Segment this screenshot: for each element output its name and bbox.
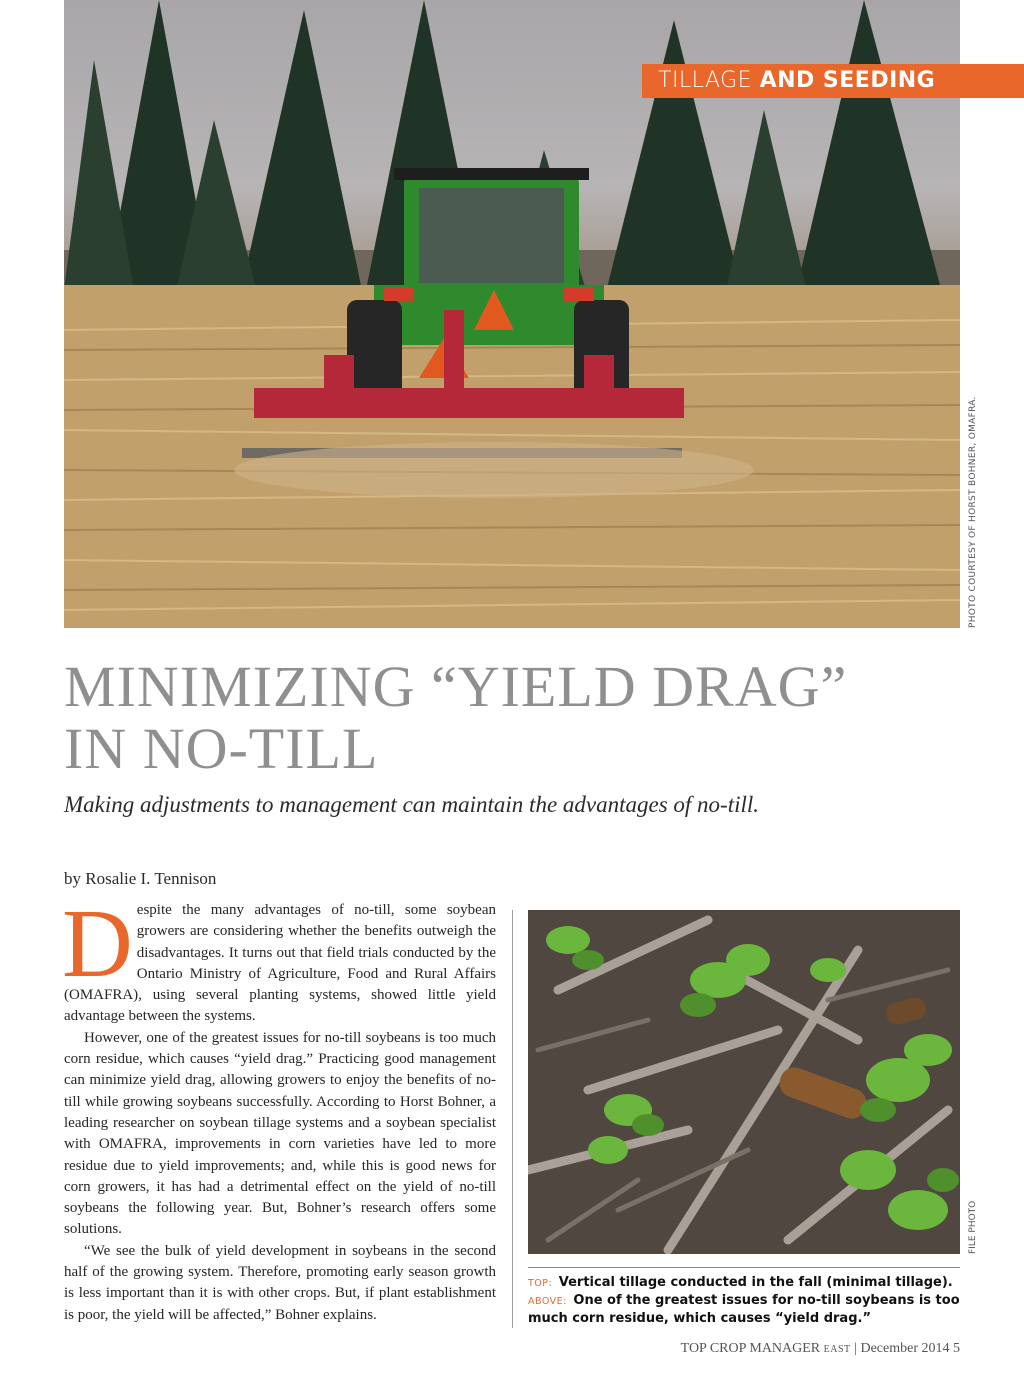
- body-paragraph-1: [62, 890, 496, 1028]
- footer-date: December 2014: [860, 1341, 950, 1356]
- headline-line-1: MINIMIZING “YIELD DRAG”: [64, 654, 848, 719]
- headline-line-2: IN NO-TILL: [64, 716, 379, 781]
- page-number: 5: [953, 1341, 960, 1356]
- drop-cap: D: [62, 890, 133, 998]
- article-deck: Making adjustments to management can maintain the advantages of no-till.: [64, 792, 760, 817]
- article-body: [62, 890, 496, 1326]
- body-paragraph-1-text: espite the many advantages of no-till, some soybean growers are considering whether the benefits outweigh the disadvantages. It turns out that field trials conducted by the Ontario Ministry of Agriculture, Food and Rural Affairs (OMAFRA), using several planting systems, showed little yield advantage between the systems.: [64, 902, 496, 1025]
- page-footer: [681, 1341, 960, 1357]
- inset-photo-credit: FILE PHOTO: [968, 1200, 978, 1254]
- section-tag-light: TILLAGE: [658, 68, 753, 93]
- caption-above: [528, 1292, 968, 1327]
- caption-top-text: Vertical tillage conducted in the fall (minimal tillage).: [558, 1275, 953, 1290]
- body-paragraph-2: However, one of the greatest issues for no-till soybeans is too much corn residue, which causes “yield drag.” Practicing good management can minimize yield drag, allowing growers to enjoy the benefits of no-till while growing soybeans successfully. According to Horst Bohner, a leading researcher on soybean tillage systems and a soybean specialist with OMAFRA, improvements in corn varieties have led to more residue due to yield improvements; and, while this is good news for corn growers, it has had a detrimental effect on the yield of no-till soybeans the following year. But, Bohner’s research offers some solutions.: [64, 1029, 496, 1238]
- inset-photo: [528, 910, 960, 1254]
- caption-above-text: One of the greatest issues for no-till soybeans is too much corn residue, which causes “yield drag.”: [528, 1293, 960, 1326]
- soybean-residue-illustration: [528, 910, 960, 1254]
- photo-caption: [528, 1274, 968, 1327]
- caption-top: [528, 1274, 968, 1292]
- footer-separator: |: [854, 1341, 857, 1356]
- article-headline: [64, 656, 944, 780]
- hero-photo-credit: PHOTO COURTESY OF HORST BOHNER, OMAFRA.: [968, 396, 978, 628]
- caption-top-label: TOP:: [528, 1278, 553, 1289]
- caption-above-label: ABOVE:: [528, 1296, 567, 1307]
- footer-edition: EAST: [823, 1344, 851, 1355]
- footer-magazine: TOP CROP MANAGER: [680, 1341, 821, 1356]
- caption-rule: [528, 1267, 960, 1268]
- section-tag: [642, 64, 1024, 98]
- body-paragraph-3: “We see the bulk of yield development in soybeans in the second half of the growing system. Therefore, promoting early season growth is less important than it is with other crops. But, if plant establishment is poor, the yield will be affected,” Bohner explains.: [64, 1242, 496, 1323]
- byline: by Rosalie I. Tennison: [64, 869, 217, 888]
- section-tag-bold: AND SEEDING: [759, 68, 936, 93]
- column-divider: [512, 910, 513, 1328]
